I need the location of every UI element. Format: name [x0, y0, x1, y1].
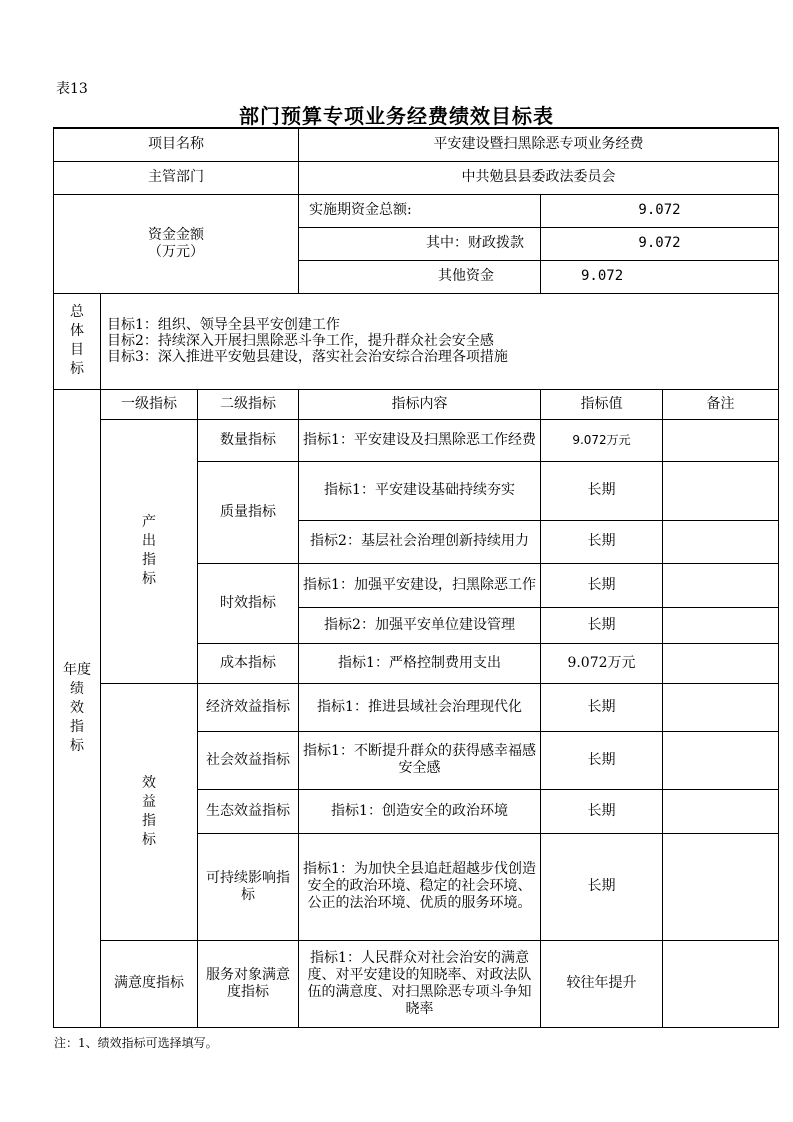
time2-value: 长期	[541, 607, 663, 643]
overall-goals-label: 总 体 目 标	[54, 293, 101, 389]
performance-table	[53, 127, 779, 1028]
cost-note	[663, 643, 779, 683]
social-content: 指标1：不断提升群众的获得感幸福感安全感	[299, 731, 541, 789]
funds-total-label: 实施期资金总额:	[299, 194, 541, 227]
header-value: 指标值	[541, 389, 663, 419]
annual-indicators-label: 年度 绩 效 指 标	[54, 389, 101, 1027]
quality2-note	[663, 520, 779, 563]
economic-content: 指标1：推进县域社会治理现代化	[299, 683, 541, 731]
benefit-indicators-label: 效 益 指 标	[101, 683, 198, 940]
eco-content: 指标1：创造安全的政治环境	[299, 789, 541, 833]
quality1-value: 长期	[541, 461, 663, 520]
economic-note	[663, 683, 779, 731]
sustain-content: 指标1：为加快全县追赶超越步伐创造安全的政治环境、稳定的社会环境、公正的法治环境、优质的服务环境。	[299, 833, 541, 940]
cost-content: 指标1：严格控制费用支出	[299, 643, 541, 683]
time1-note	[663, 563, 779, 607]
sustain-note	[663, 833, 779, 940]
funds-other-label: 其他资金	[299, 260, 541, 293]
eco-value: 长期	[541, 789, 663, 833]
funds-other-value: 9.072	[541, 260, 779, 293]
eco-note	[663, 789, 779, 833]
dept-value: 中共勉县县委政法委员会	[299, 161, 779, 194]
time1-value: 长期	[541, 563, 663, 607]
sustain-level2: 可持续影响指标	[198, 833, 299, 940]
header-level2: 二级指标	[198, 389, 299, 419]
cost-value: 9.072万元	[541, 643, 663, 683]
page-title: 部门预算专项业务经费绩效目标表	[239, 104, 554, 128]
quantity-content: 指标1：平安建设及扫黑除恶工作经费	[299, 419, 541, 461]
time1-content: 指标1：加强平安建设，扫黑除恶工作	[299, 563, 541, 607]
social-note	[663, 731, 779, 789]
satisfaction-value: 较往年提升	[541, 940, 663, 1027]
funds-fiscal-value: 9.072	[541, 227, 779, 260]
footnote: 注：1、绩效指标可选择填写。	[54, 1036, 218, 1050]
satisfaction-content: 指标1：人民群众对社会治安的满意度、对平安建设的知晓率、对政法队伍的满意度、对扫黑除恶专项斗争知晓率	[299, 940, 541, 1027]
quality1-content: 指标1：平安建设基础持续夯实	[299, 461, 541, 520]
project-name-value: 平安建设暨扫黑除恶专项业务经费	[299, 128, 779, 161]
header-level1: 一级指标	[101, 389, 198, 419]
quality1-note	[663, 461, 779, 520]
quantity-note	[663, 419, 779, 461]
project-name-label: 项目名称	[54, 128, 299, 161]
time2-content: 指标2：加强平安单位建设管理	[299, 607, 541, 643]
header-note: 备注	[663, 389, 779, 419]
social-value: 长期	[541, 731, 663, 789]
output-indicators-label: 产 出 指 标	[101, 419, 198, 683]
timeliness-level2: 时效指标	[198, 563, 299, 643]
funds-total-value: 9.072	[541, 194, 779, 227]
dept-label: 主管部门	[54, 161, 299, 194]
quantity-level2: 数量指标	[198, 419, 299, 461]
funds-fiscal-label: 其中：财政拨款	[299, 227, 541, 260]
economic-level2: 经济效益指标	[198, 683, 299, 731]
quality2-value: 长期	[541, 520, 663, 563]
quantity-value: 9.072万元	[541, 419, 663, 461]
cost-level2: 成本指标	[198, 643, 299, 683]
eco-level2: 生态效益指标	[198, 789, 299, 833]
table-number: 表13	[56, 81, 88, 97]
satisfaction-level1: 满意度指标	[101, 940, 198, 1027]
funds-label: 资金金额 （万元）	[54, 194, 299, 293]
sustain-value: 长期	[541, 833, 663, 940]
time2-note	[663, 607, 779, 643]
header-content: 指标内容	[299, 389, 541, 419]
satisfaction-level2: 服务对象满意度指标	[198, 940, 299, 1027]
overall-goals-content: 目标1：组织、领导全县平安创建工作 目标2：持续深入开展扫黑除恶斗争工作，提升群众社会安全感 目标3：深入推进平安勉县建设，落实社会治安综合治理各项措施	[101, 293, 779, 389]
satisfaction-note	[663, 940, 779, 1027]
quality2-content: 指标2：基层社会治理创新持续用力	[299, 520, 541, 563]
quality-level2: 质量指标	[198, 461, 299, 563]
social-level2: 社会效益指标	[198, 731, 299, 789]
economic-value: 长期	[541, 683, 663, 731]
